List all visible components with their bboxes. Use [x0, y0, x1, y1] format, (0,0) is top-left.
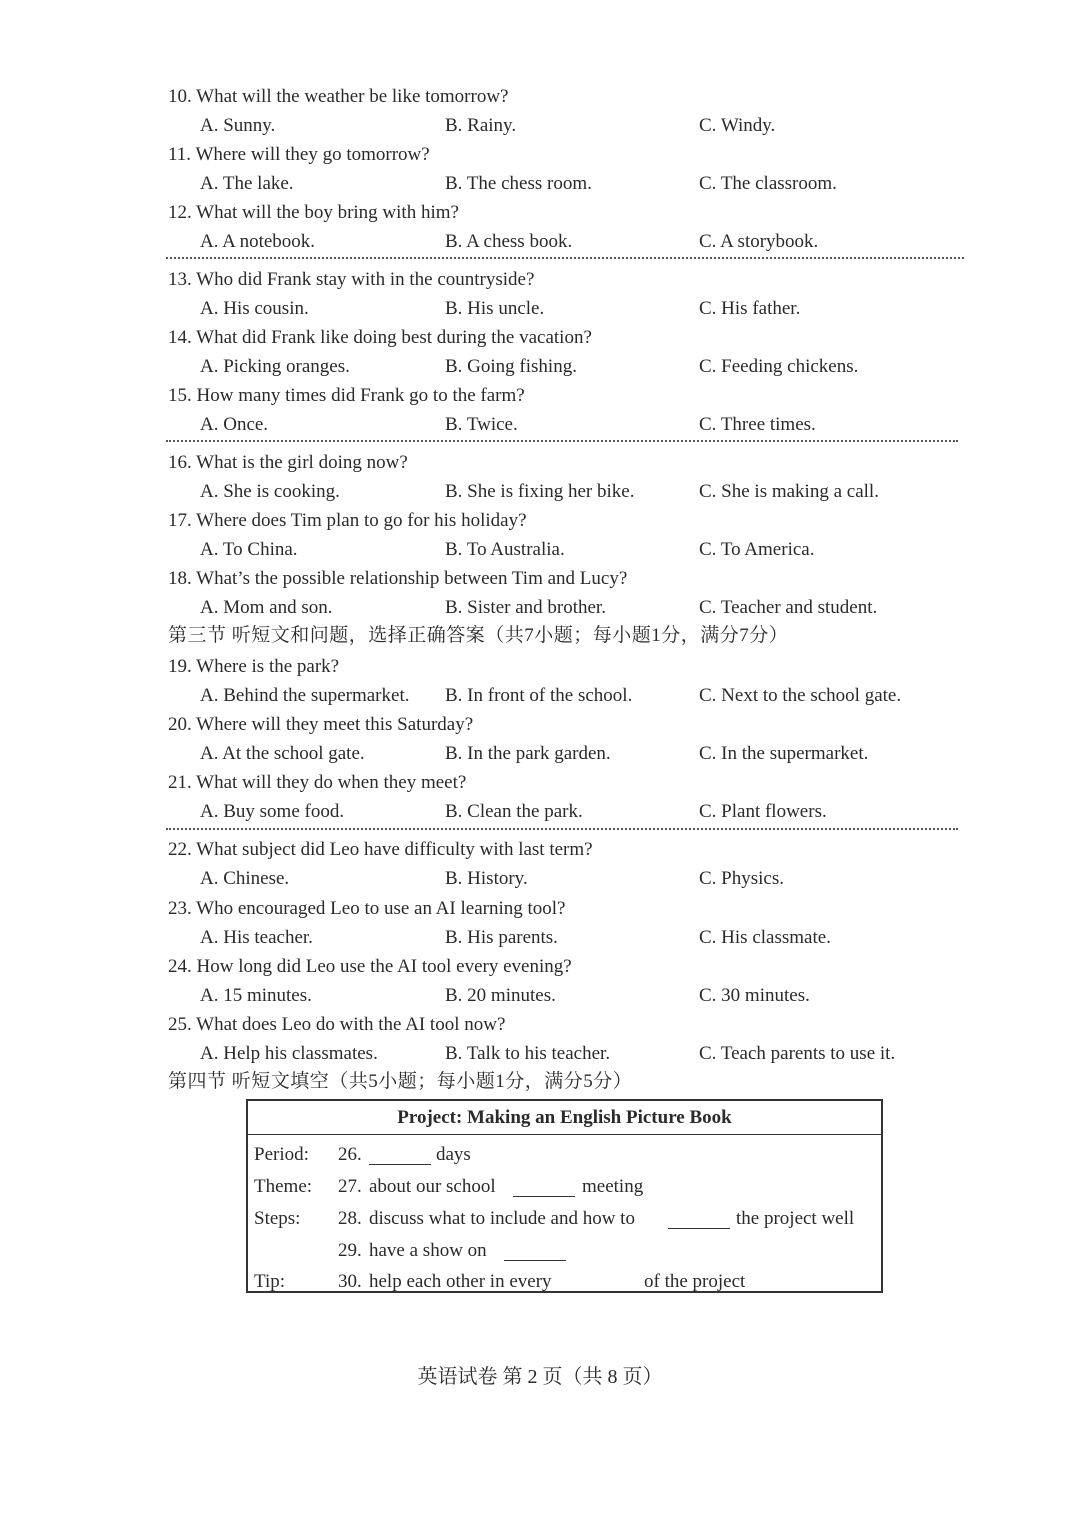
question-stem: 15. How many times did Frank go to the farm? [168, 385, 525, 406]
question-stem: 19. Where is the park? [168, 656, 340, 677]
option-a[interactable]: A. 15 minutes. [200, 985, 312, 1006]
option-c[interactable]: C. She is making a call. [699, 481, 879, 502]
option-b[interactable]: B. In front of the school. [445, 685, 633, 706]
page-footer: 英语试卷 第 2 页（共 8 页） [417, 1366, 663, 1388]
option-c[interactable]: C. Feeding chickens. [699, 356, 859, 377]
item-28-text-after: the project well [736, 1208, 855, 1229]
option-c[interactable]: C. Physics. [699, 868, 784, 889]
option-a[interactable]: A. At the school gate. [200, 743, 365, 764]
option-a[interactable]: A. His teacher. [200, 927, 313, 948]
option-b[interactable]: B. To Australia. [445, 539, 565, 560]
period-label: Period: [254, 1144, 309, 1165]
option-b[interactable]: B. Talk to his teacher. [445, 1043, 611, 1064]
item-30-text: help each other in every [369, 1271, 552, 1292]
option-a[interactable]: A. The lake. [200, 173, 294, 194]
question-stem: 11. Where will they go tomorrow? [168, 144, 430, 165]
item-28-text: discuss what to include and how to [369, 1208, 635, 1229]
steps-label: Steps: [254, 1208, 301, 1229]
option-c[interactable]: C. The classroom. [699, 173, 837, 194]
option-b[interactable]: B. In the park garden. [445, 743, 611, 764]
question-stem: 21. What will they do when they meet? [168, 772, 467, 793]
item-29-text: have a show on [369, 1240, 487, 1261]
question-stem: 14. What did Frank like doing best during the vacation? [168, 327, 592, 348]
question-stem: 18. What’s the possible relationship between Tim and Lucy? [168, 568, 628, 589]
option-b[interactable]: B. His parents. [445, 927, 558, 948]
option-c[interactable]: C. His classmate. [699, 927, 831, 948]
option-c[interactable]: C. Plant flowers. [699, 801, 827, 822]
option-b[interactable]: B. History. [445, 868, 528, 889]
option-c[interactable]: C. Three times. [699, 414, 816, 435]
option-a[interactable]: A. A notebook. [200, 231, 316, 252]
option-a[interactable]: A. Picking oranges. [200, 356, 350, 377]
blank-29[interactable] [504, 1260, 566, 1261]
question-stem: 10. What will the weather be like tomorrow? [168, 86, 509, 107]
item-28-number: 28. [338, 1208, 362, 1229]
item-26-number: 26. [338, 1144, 362, 1165]
option-a[interactable]: A. Behind the supermarket. [200, 685, 410, 706]
question-stem: 25. What does Leo do with the AI tool now? [168, 1014, 506, 1035]
question-stem: 24. How long did Leo use the AI tool every evening? [168, 956, 572, 977]
question-stem: 22. What subject did Leo have difficulty with last term? [168, 839, 593, 860]
option-a[interactable]: A. Mom and son. [200, 597, 333, 618]
question-stem: 12. What will the boy bring with him? [168, 202, 459, 223]
item-29-number: 29. [338, 1240, 362, 1261]
option-a[interactable]: A. Once. [200, 414, 269, 435]
option-c[interactable]: C. His father. [699, 298, 801, 319]
question-stem: 16. What is the girl doing now? [168, 452, 408, 473]
option-b[interactable]: B. Clean the park. [445, 801, 583, 822]
question-stem: 20. Where will they meet this Saturday? [168, 714, 474, 735]
project-table-title: Project: Making an English Picture Book [248, 1101, 881, 1135]
option-b[interactable]: B. The chess room. [445, 173, 592, 194]
option-b[interactable]: B. 20 minutes. [445, 985, 556, 1006]
option-b[interactable]: B. Rainy. [445, 115, 517, 136]
blank-30[interactable] [576, 1291, 638, 1292]
question-stem: 17. Where does Tim plan to go for his holiday? [168, 510, 527, 531]
option-c[interactable]: C. Windy. [699, 115, 776, 136]
option-b[interactable]: B. Going fishing. [445, 356, 577, 377]
section-3-heading: 第三节 听短文和问题，选择正确答案（共7小题；每小题1分，满分7分） [168, 625, 789, 646]
dotted-separator [166, 257, 964, 259]
option-c[interactable]: C. To America. [699, 539, 815, 560]
option-b[interactable]: B. She is fixing her bike. [445, 481, 635, 502]
theme-label: Theme: [254, 1176, 313, 1197]
option-b[interactable]: B. His uncle. [445, 298, 545, 319]
option-a[interactable]: A. Chinese. [200, 868, 290, 889]
item-27-text-after: meeting [582, 1176, 644, 1197]
option-a[interactable]: A. Help his classmates. [200, 1043, 378, 1064]
item-26-text: days [436, 1144, 471, 1165]
option-a[interactable]: A. Buy some food. [200, 801, 345, 822]
tip-label: Tip: [254, 1271, 285, 1292]
dotted-separator [166, 828, 958, 830]
question-stem: 23. Who encouraged Leo to use an AI learning tool? [168, 898, 566, 919]
item-27-text: about our school [369, 1176, 496, 1197]
option-c[interactable]: C. 30 minutes. [699, 985, 810, 1006]
option-b[interactable]: B. A chess book. [445, 231, 573, 252]
blank-26[interactable] [369, 1164, 431, 1165]
option-a[interactable]: A. His cousin. [200, 298, 309, 319]
option-c[interactable]: C. Teach parents to use it. [699, 1043, 896, 1064]
blank-27[interactable] [513, 1196, 575, 1197]
option-c[interactable]: C. Teacher and student. [699, 597, 878, 618]
question-stem: 13. Who did Frank stay with in the countryside? [168, 269, 535, 290]
option-b[interactable]: B. Twice. [445, 414, 518, 435]
dotted-separator [166, 440, 958, 442]
option-c[interactable]: C. In the supermarket. [699, 743, 869, 764]
option-c[interactable]: C. A storybook. [699, 231, 819, 252]
option-a[interactable]: A. She is cooking. [200, 481, 340, 502]
item-30-number: 30. [338, 1271, 362, 1292]
option-b[interactable]: B. Sister and brother. [445, 597, 606, 618]
option-c[interactable]: C. Next to the school gate. [699, 685, 902, 706]
item-27-number: 27. [338, 1176, 362, 1197]
section-4-heading: 第四节 听短文填空（共5小题；每小题1分，满分5分） [168, 1071, 633, 1092]
project-table [246, 1099, 883, 1293]
option-a[interactable]: A. To China. [200, 539, 298, 560]
blank-28[interactable] [668, 1228, 730, 1229]
item-30-text-after: of the project [644, 1271, 746, 1292]
option-a[interactable]: A. Sunny. [200, 115, 276, 136]
